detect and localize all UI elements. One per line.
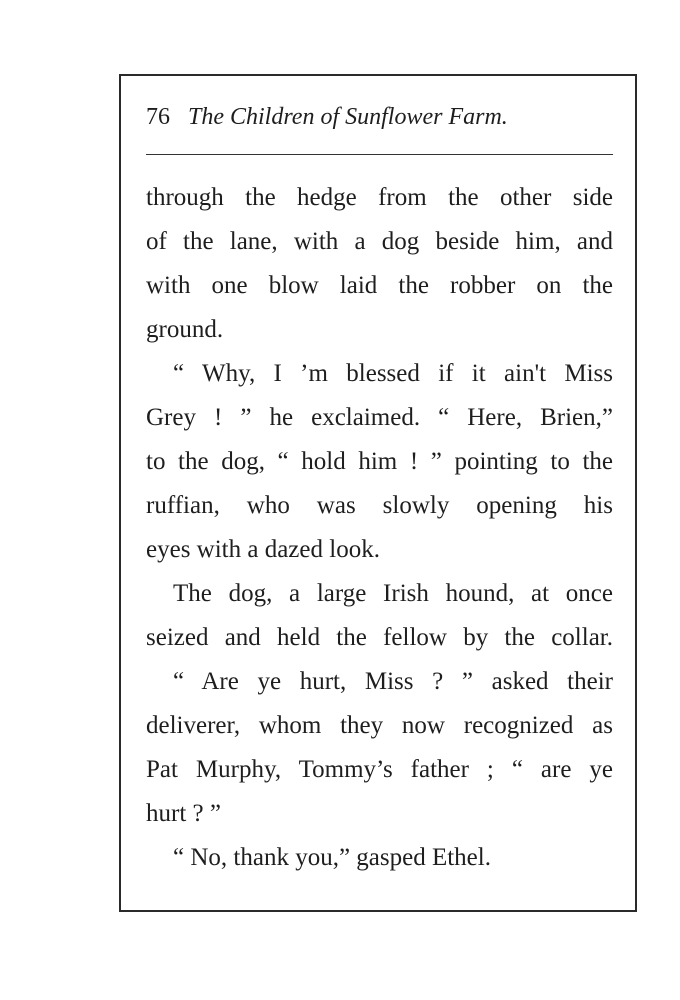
text-line: through the hedge from the other side [146,184,613,211]
text-line: hurt ? ” [146,800,221,827]
text-line: ground. [146,316,224,343]
text-line: Pat Murphy, Tommy’s father ; “ are ye [146,756,613,783]
text-line: The dog, a large Irish hound, at once [173,580,613,607]
running-head [146,100,616,134]
text-line: to the dog, “ hold him ! ” pointing to the [146,448,613,475]
text-line: “ No, thank you,” gasped Ethel. [173,844,491,871]
running-title: The Children of Sunflower Farm. [188,104,508,130]
text-line: with one blow laid the robber on the [146,272,613,299]
text-line: “ Why, I ’m blessed if it ain't Miss [173,360,613,387]
text-line: deliverer, whom they now recognized as [146,712,613,739]
page-number: 76 [146,104,170,130]
text-line: seized and held the fellow by the collar. [146,624,613,651]
text-line: “ Are ye hurt, Miss ? ” asked their [173,668,613,695]
text-line: of the lane, with a dog beside him, and [146,228,613,255]
text-line: ruffian, who was slowly opening his [146,492,613,519]
header-rule [146,154,613,155]
text-line: eyes with a dazed look. [146,536,380,563]
body-text [146,176,613,880]
text-line: Grey ! ” he exclaimed. “ Here, Brien,” [146,404,613,431]
